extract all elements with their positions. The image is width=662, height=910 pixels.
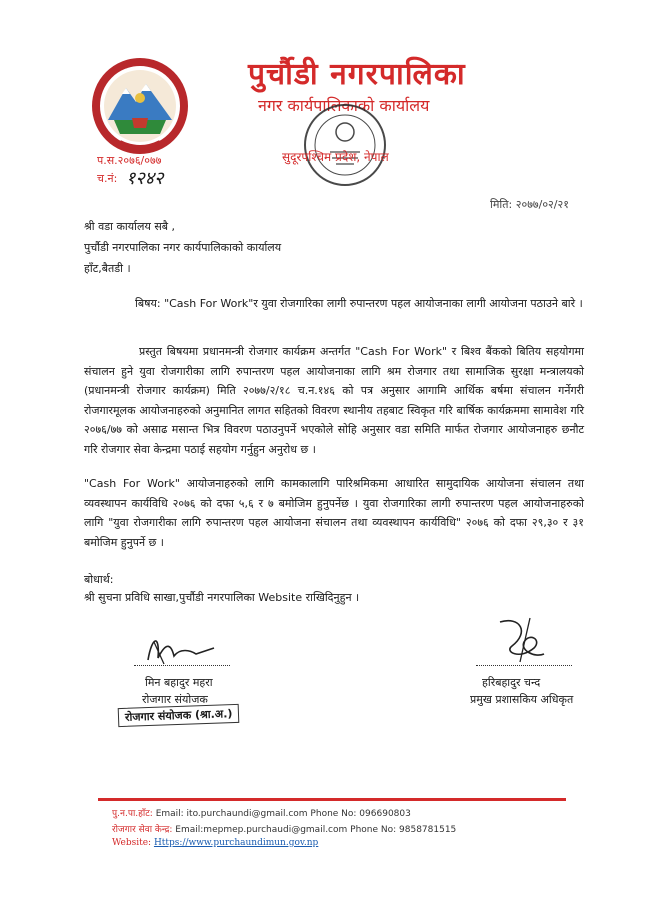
- footer-employment-label: रोजगार सेवा केन्द्र:: [112, 825, 173, 835]
- footer-employment-text: Email:mepmep.purchaudi@gmail.com Phone No: 9858781515: [175, 825, 457, 835]
- footer-contact-employment: [112, 822, 456, 835]
- cc-text: श्री सुचना प्रविधि साखा,पुर्चौडी नगरपालिका Website राखिदिनुहुन ।: [84, 591, 360, 604]
- left-signatory-title: रोजगार संयोजक: [142, 693, 208, 706]
- role-stamp: रोजगार संयोजक (श्रा.अ.): [118, 704, 240, 727]
- letter-date: मिति: २०७७/०२/२१: [490, 198, 569, 211]
- footer-office-label: पु.न.पा.हाँट:: [112, 809, 153, 819]
- footer-office-text: Email: ito.purchaundi@gmail.com Phone No: 096690803: [155, 809, 411, 819]
- right-signature-line: [476, 665, 572, 666]
- footer-contact-office: [112, 806, 411, 819]
- right-signature-icon: [490, 612, 552, 668]
- left-signature-line: [134, 665, 230, 666]
- right-signatory-name: हरिबहादुर चन्द: [482, 676, 541, 689]
- municipality-title: पुर्चौडी नगरपालिका: [248, 57, 466, 92]
- recipient-line-3: हाँट,बैतडी ।: [84, 262, 131, 275]
- dispatch-number: १२४२: [126, 168, 164, 189]
- body-paragraph-1: प्रस्तुत बिषयमा प्रधानमन्त्री रोजगार कार्यक्रम अन्तर्गत "Cash For Work" र बिश्व बैंकको बितिय सहयोगमा संचालन हुने युवा रोजगारीका लागि रुपान्तरण पहल आयोजनाका लागि श्रम रोजगार तथा सामाजिक सुरक्षा मन्त्रालयको (प्रधानमन्त्री रोजगार कार्यक्रम) मिति २०७७/२/१८ च.न.१४६ को पत्र अनुसार आगामि आर्थिक बर्षमा संचालन गर्नेगरी रोजगारमूलक आयोजनाहरुको अनुमानित लागत सहितको विवरण स्थानीय तहबाट स्विकृत गरि बार्षिक कार्यक्रममा सामावेश गरि २०७६/७७ को असाढ मसान्त भित्र विवरण पठाउनुपर्ने भएकोले सोहि अनुसार वडा समिति मार्फत रोजगार आयोजनाहरु छनौट गरि रोजगार सेवा केन्द्रमा पठाई सहयोग गर्नुहुन अनुरोध छ ।: [84, 345, 584, 456]
- footer-website: [112, 838, 318, 848]
- left-signatory-name: मिन बहादुर महरा: [145, 676, 213, 689]
- recipient-block: [84, 216, 281, 279]
- subject-line: बिषय: "Cash For Work"र युवा रोजगारिका लागी रुपान्तरण पहल आयोजनाका लागी आयोजना पठाउने बारे ।: [135, 297, 583, 310]
- cc-label: बोधार्थ:: [84, 573, 114, 586]
- right-signatory-title: प्रमुख प्रशासकिय अधिकृत: [470, 693, 574, 706]
- reference-number: प.स.२०७६/०७७: [97, 154, 162, 167]
- recipient-line-1: श्री वडा कार्यालय सबै ,: [84, 220, 176, 233]
- office-subtitle: नगर कार्यपालिकाको कार्यालय: [258, 96, 430, 115]
- left-signature-icon: [134, 628, 230, 670]
- body-paragraph-2: "Cash For Work" आयोजनाहरुको लागि कामकालागि पारिश्रमिकमा आधारित सामुदायिक आयोजना संचालन तथा व्यवस्थापन कार्यविधि २०७६ को दफा ५,६ र ७ बमोजिम हुनुपर्नेछ । युवा रोजगारिका लागी रुपान्तरण पहल आयोजनाहरुको लागि "युवा रोजगारीका लागि रुपान्तरण पहल आयोजना संचालन तथा व्यवस्थापन कार्यविधि" २०७६ को दफा २९,३० र ३१ बमोजिम हुनुपर्ने छ ।: [84, 477, 584, 549]
- footer-website-label: Website:: [112, 838, 152, 848]
- recipient-line-2: पुर्चौडी नगरपालिका नगर कार्यपालिकाको कार्यालय: [84, 241, 282, 254]
- nepal-emblem-icon: [92, 58, 188, 154]
- dispatch-label: च.नं:: [97, 172, 118, 185]
- office-seal-stamp-icon: [300, 100, 390, 190]
- office-address: सुदूरपश्चिम प्रदेश, नेपाल: [282, 150, 389, 164]
- footer-website-link[interactable]: Https://www.purchaundimun.gov.np: [153, 838, 319, 848]
